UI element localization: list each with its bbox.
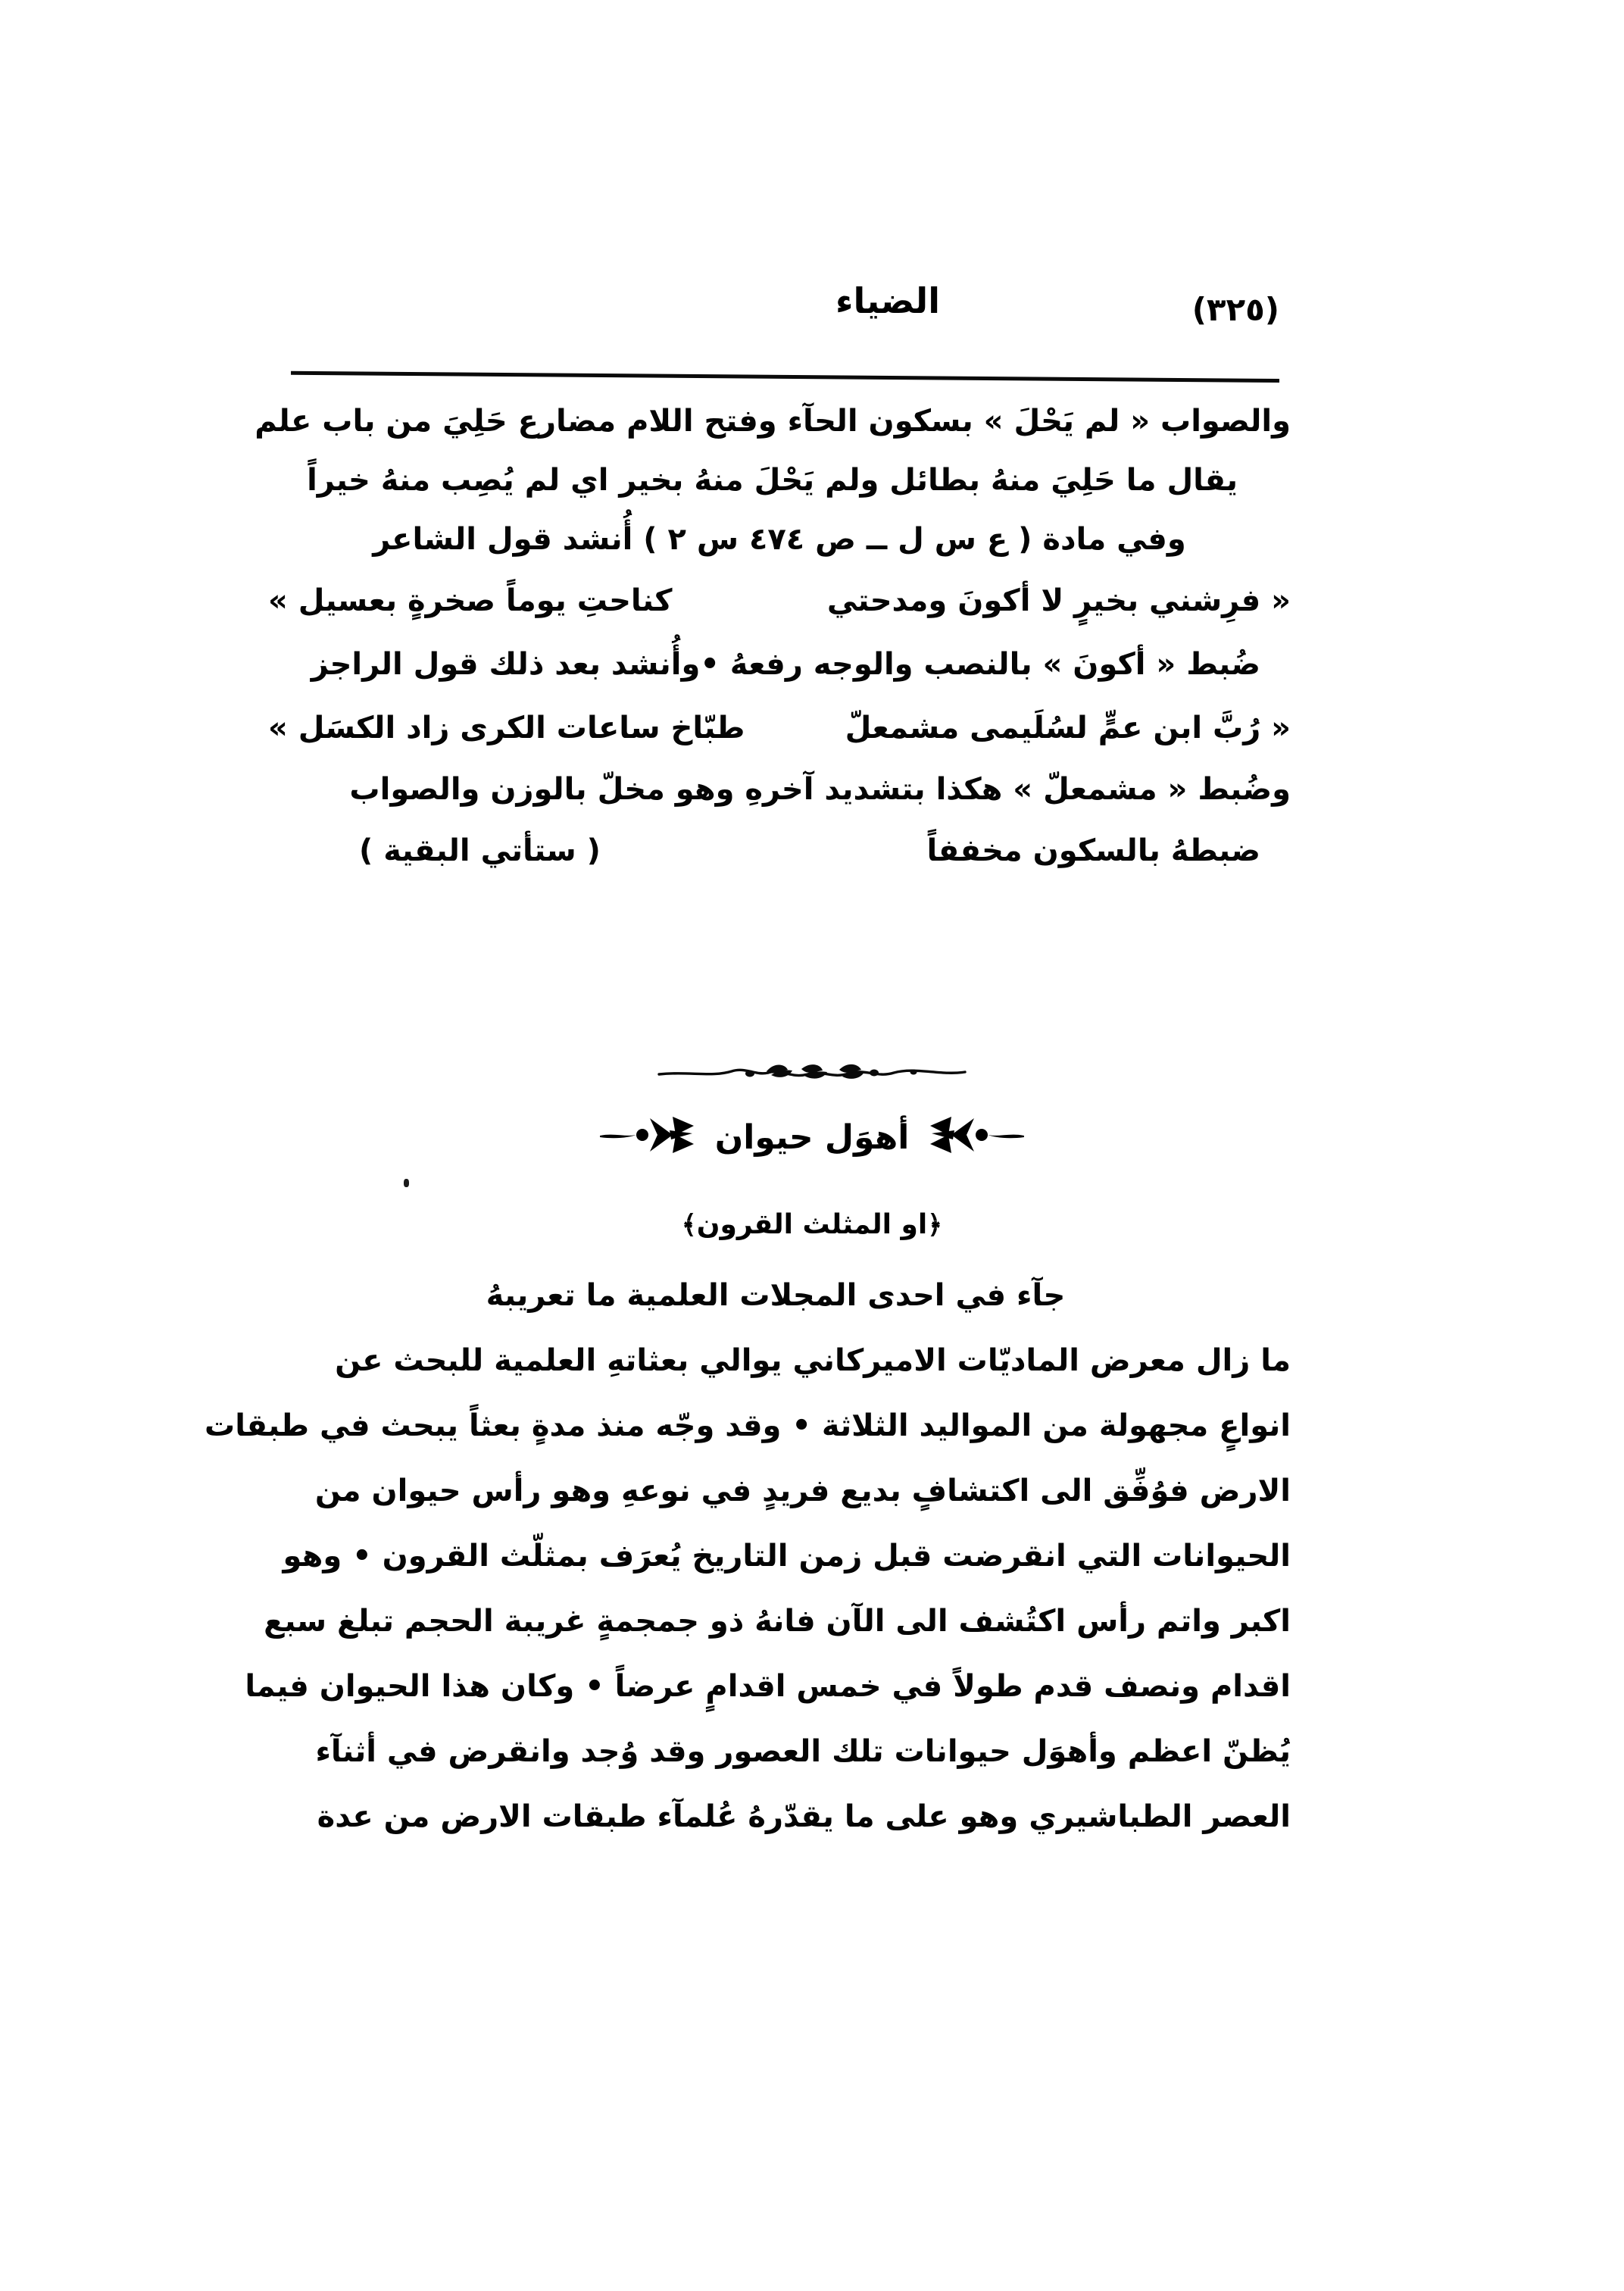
continuation-note: ( ستأتي البقية ) (359, 833, 601, 868)
heading-flourish-left-icon (927, 1114, 1027, 1161)
article-subtitle (0, 1209, 1624, 1240)
article-title: أهوَل حيوان (714, 1117, 910, 1157)
article-body (205, 1278, 1291, 1867)
header-rule (291, 371, 1279, 383)
article-paragraph-line: العصر الطباشيري وهو على ما يقدّرهُ عُلمآء طبقات الارض من عدة (317, 1799, 1291, 1834)
verse-commentary-left: وأُنشد بعد ذلك قول الراجز (311, 647, 701, 682)
subtitle-brace-open: ﴿ (927, 1210, 943, 1240)
article-paragraph-line: اقدام ونصف قدم طولاً في خمس اقدامٍ عرضاً • وكان هذا الحيوان فيما (245, 1669, 1291, 1704)
lexicon-final-text: ضبطهُ بالسكون مخففاً (926, 833, 1260, 868)
subtitle-text: او المثلث القرون (696, 1209, 928, 1240)
article-heading (0, 1114, 1624, 1161)
hemistich-right: « فرِشني بخيرٍ لا أكونَ ومدحتي (826, 583, 1291, 618)
floral-vine-divider-icon (0, 1055, 1624, 1089)
publication-title: الضياء (835, 280, 940, 321)
hemistich-right: « رُبَّ ابن عمٍّ لسُلَيمى مشمعلّ (845, 711, 1291, 745)
article-paragraph-line: يُظنّ اعظم وأهوَل حيوانات تلك العصور وقد وُجد وانقرض في أثنآء (315, 1734, 1291, 1769)
verse-line (268, 583, 1291, 618)
subtitle-brace-close: ﴾ (681, 1210, 697, 1240)
verse-commentary (268, 647, 1291, 682)
article-paragraph-line: ما زال معرض الماديّات الاميركاني يوالي بعثاتهِ العلمية للبحث عن (335, 1343, 1291, 1378)
lexicon-final-line (268, 833, 1291, 868)
lexicon-line: والصواب « لم يَحْلَ » بسكون الحآء وفتح اللام مضارع حَلِيَ من باب علم (255, 404, 1291, 439)
verse-line (268, 711, 1291, 745)
heading-flourish-right-icon (597, 1114, 697, 1161)
hemistich-left: طبّاخ ساعات الكرى زاد الكسَل » (268, 711, 745, 745)
page-number: (٣٢٥) (1191, 291, 1279, 328)
lexicon-line: وفي مادة ( ع س ل ــ ص ٤٧٤ س ٢ ) أُنشد قول الشاعر (373, 522, 1186, 557)
lexicon-line: وضُبط « مشمعلّ » هكذا بتشديد آخرهِ وهو مخلّ بالوزن والصواب (349, 772, 1291, 807)
article-paragraph-line: اكبر واتم رأس اكتُشف الى الآن فانهُ ذو جمجمةٍ غريبة الحجم تبلغ سبع (264, 1604, 1291, 1639)
article-paragraph-line: انواعٍ مجهولة من المواليد الثلاثة • وقد وجّه منذ مدةٍ بعثاً يبحث في طبقات (205, 1408, 1291, 1443)
running-head (345, 280, 1279, 341)
lexicon-line: يقال ما حَلِيَ منهُ بطائل ولم يَحْلَ منهُ بخير اي لم يُصِب منهُ خيراً (307, 463, 1238, 498)
hemistich-left: كناحتِ يوماً صخرةٍ بعسيل » (268, 583, 673, 618)
ink-speck (404, 1179, 409, 1187)
verse-commentary-right: ضُبط « أكونَ » بالنصب والوجه رفعهُ • (700, 647, 1260, 682)
article-lead: جآء في احدى المجلات العلمية ما تعريبهُ (486, 1278, 1066, 1313)
article-paragraph-line: الارض فوُفِّق الى اكتشافٍ بديع فريدٍ في نوعهِ وهو رأس حيوان من (314, 1474, 1291, 1508)
lexicon-section (255, 404, 1291, 868)
article-paragraph-line: الحيوانات التي انقرضت قبل زمن التاريخ يُعرَف بمثلّث القرون • وهو (283, 1539, 1291, 1574)
